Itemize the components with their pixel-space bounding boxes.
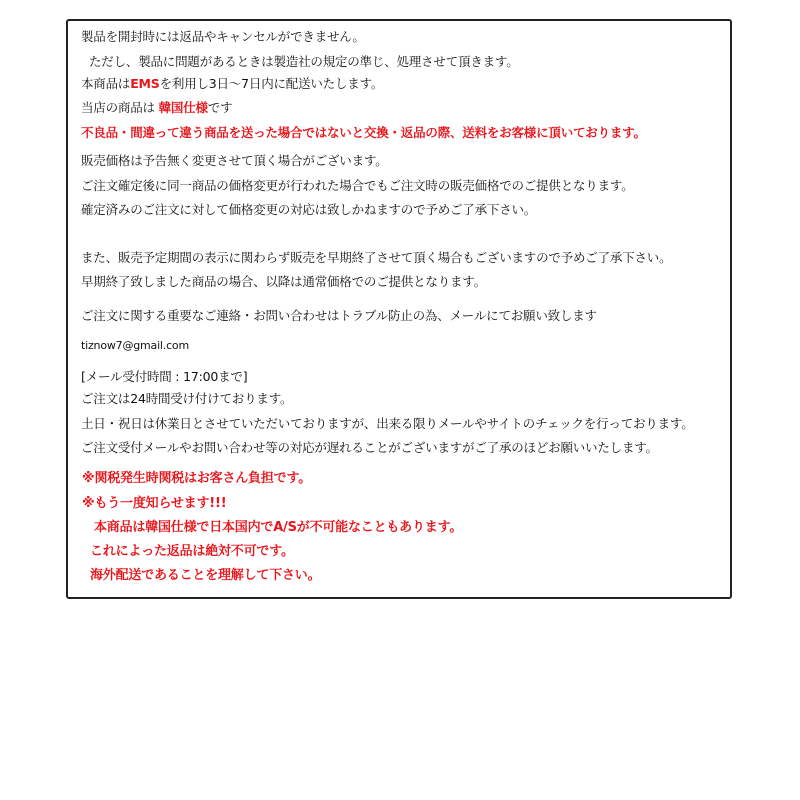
notice-after-end-price: 早期終了致しました商品の場合、以降は通常価格でのご提供となります。 xyxy=(81,274,486,289)
warning-customs: ※関税発生時関税はお客さん負担です。 xyxy=(82,471,311,486)
notice-contact-email: ご注文に関する重要なご連絡・お問い合わせはトラブル防止の為、メールにてお願い致します xyxy=(81,308,597,323)
holiday-notice: 土日・祝日は休業日とさせていただいておりますが、出来る限りメールやサイトのチェックを行っております。 xyxy=(81,416,694,431)
spec-korean: 韓国仕様 xyxy=(158,100,208,115)
shipping-pre: 本商品は xyxy=(81,76,131,91)
notice-early-end: また、販売予定期間の表示に関わらず販売を早期終了させて頂く場合もございますので予めご了承下さい。 xyxy=(81,250,672,265)
spec-post: です xyxy=(207,100,233,115)
warning-repeat: ※もう一度知らせます!!! xyxy=(82,496,227,511)
shipping-post: を利用し3日～7日内に配送いたします。 xyxy=(159,76,384,91)
notice-shipping xyxy=(81,76,383,92)
email-hours: [メール受付時間 : 17:00まで] xyxy=(81,369,248,384)
shipping-ems: EMS xyxy=(130,76,160,91)
notice-return-shipping-fee: 不良品・間違って違う商品を送った場合ではないと交換・返品の際、送料をお客様に頂いております。 xyxy=(81,125,646,140)
notice-price-change: 販売価格は予告無く変更させて頂く場合がございます。 xyxy=(81,153,388,168)
notice-no-return: 製品を開封時には返品やキャンセルができません。 xyxy=(81,29,365,44)
notice-order-price: ご注文確定後に同一商品の価格変更が行われた場合でもご注文時の販売価格でのご提供となります。 xyxy=(81,178,634,193)
response-delay: ご注文受付メールやお問い合わせ等の対応が遅れることがございますがご了承のほどお願いいたします。 xyxy=(81,440,658,455)
warning-no-return: これによった返品は絶対不可です。 xyxy=(90,544,294,559)
notice-box xyxy=(66,19,732,599)
spec-pre: 当店の商品は xyxy=(81,100,159,115)
warning-overseas: 海外配送であることを理解して下さい。 xyxy=(90,568,321,583)
notice-spec xyxy=(81,100,232,116)
email-address: tiznow7@gmail.com xyxy=(81,339,189,352)
notice-defect-handling: ただし、製品に問題があるときは製造社の規定の準じ、処理させて頂きます。 xyxy=(89,54,519,69)
order-24h: ご注文は24時間受け付けております。 xyxy=(81,391,293,406)
warning-no-as: 本商品は韓国仕様で日本国内でA/Sが不可能なこともあります。 xyxy=(94,520,463,535)
notice-no-price-adjust: 確定済みのご注文に対して価格変更の対応は致しかねますので予めご了承下さい。 xyxy=(81,202,537,217)
